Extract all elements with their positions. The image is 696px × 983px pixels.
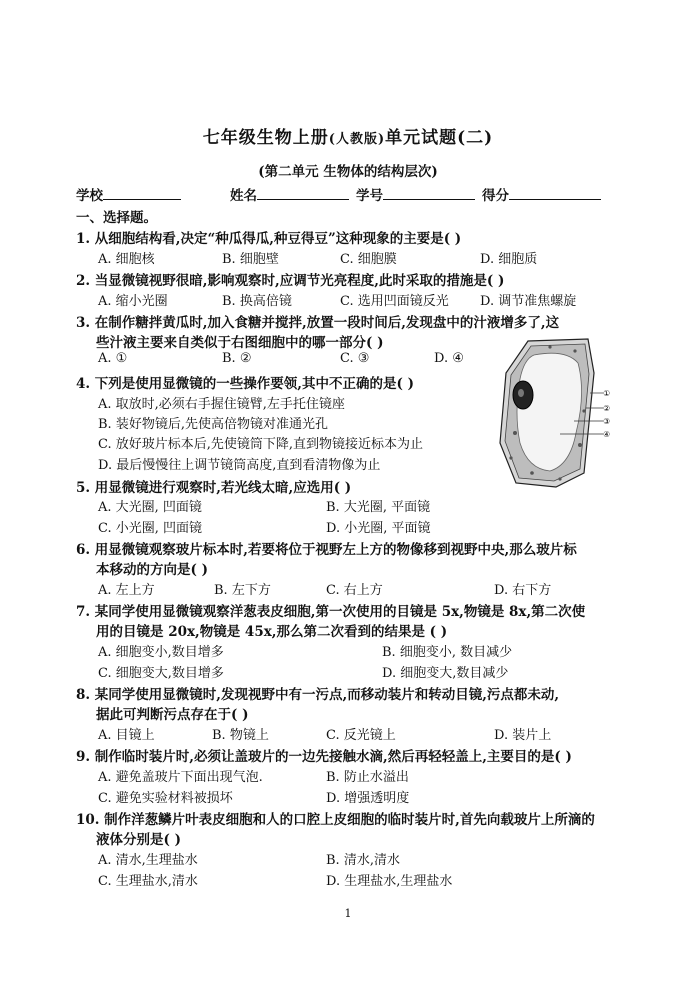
school-label: 学校 [76,188,103,204]
q8-option-d[interactable]: D. 装片上 [494,728,552,743]
q4-option-d[interactable]: D. 最后慢慢往上调节镜筒高度,直到看清物像为止 [98,458,381,473]
plant-cell-figure [490,333,620,493]
title-edition: (人教版) [328,132,386,147]
nucleolus [518,389,524,397]
figure-label-1: ① [603,389,611,398]
q2-option-c[interactable]: C. 选用凹面镜反光 [340,294,449,309]
score-label: 得分 [482,188,509,204]
question-6-line1: 6. 用显微镜观察玻片标本时,若要将位于视野左上方的物像移到视野中央,那么玻片标 [76,542,577,558]
q4-option-a[interactable]: A. 取放时,必须右手握住镜臂,左手托住镜座 [98,397,345,412]
number-blank[interactable] [383,187,475,200]
question-1: 1. 从细胞结构看,决定“种瓜得瓜,种豆得豆”这种现象的主要是( ) [76,231,462,247]
q8-option-b[interactable]: B. 物镜上 [212,728,269,743]
q10-option-a[interactable]: A. 清水,生理盐水 [98,853,198,868]
q2-option-b[interactable]: B. 换高倍镜 [222,294,292,309]
q5-option-b[interactable]: B. 大光圈, 平面镜 [326,500,431,515]
number-field[interactable] [356,184,475,204]
section-title: 一、选择题。 [76,210,157,226]
q3-option-d[interactable]: D. ④ [434,351,464,366]
q3-option-b[interactable]: B. ② [222,351,252,366]
q1-option-a[interactable]: A. 细胞核 [98,252,155,267]
q4-option-c[interactable]: C. 放好玻片标本后,先使镜筒下降,直到物镜接近标本为止 [98,437,424,452]
title-rest: 单元试题(二) [385,128,494,148]
score-blank[interactable] [509,187,601,200]
question-6-line2: 本移动的方向是( ) [96,562,208,578]
figure-label-3: ③ [603,417,611,426]
q5-option-a[interactable]: A. 大光圈, 凹面镜 [98,500,202,515]
q6-option-c[interactable]: C. 右上方 [326,583,383,598]
q6-option-d[interactable]: D. 右下方 [494,583,552,598]
number-label: 学号 [356,188,383,204]
q9-option-c[interactable]: C. 避免实验材料被损坏 [98,791,233,806]
name-field[interactable] [230,184,349,204]
q7-option-d[interactable]: D. 细胞变大,数目减少 [382,666,509,681]
q7-option-c[interactable]: C. 细胞变大,数目增多 [98,666,224,681]
question-3-line2: 些汁液主要来自类似于右图细胞中的哪一部分( ) [96,335,384,351]
q8-option-c[interactable]: C. 反光镜上 [326,728,396,743]
q1-option-c[interactable]: C. 细胞膜 [340,252,397,267]
q10-option-b[interactable]: B. 清水,清水 [326,853,400,868]
school-blank[interactable] [103,187,181,200]
q5-option-d[interactable]: D. 小光圈, 平面镜 [326,521,431,536]
name-blank[interactable] [257,187,349,200]
name-label: 姓名 [230,188,257,204]
question-4: 4. 下列是使用显微镜的一些操作要领,其中不正确的是( ) [76,376,414,392]
question-3-line1: 3. 在制作糖拌黄瓜时,加入食糖并搅拌,放置一段时间后,发现盘中的汁液增多了,这 [76,315,560,331]
q7-option-b[interactable]: B. 细胞变小, 数目减少 [382,645,513,660]
q1-option-d[interactable]: D. 细胞质 [480,252,538,267]
title-main: 七年级生物上册 [202,128,329,148]
q7-option-a[interactable]: A. 细胞变小,数目增多 [98,645,224,660]
q10-option-d[interactable]: D. 生理盐水,生理盐水 [326,874,453,889]
q2-option-a[interactable]: A. 缩小光圈 [98,294,168,309]
figure-label-4: ④ [603,430,611,439]
q4-option-b[interactable]: B. 装好物镜后,先使高倍物镜对准通光孔 [98,417,328,432]
score-field[interactable] [482,184,601,204]
question-9: 9. 制作临时装片时,必须让盖玻片的一边先接触水滴,然后再轻轻盖上,主要目的是( ) [76,749,572,765]
question-10-line2: 液体分别是( ) [96,832,181,848]
question-8-line1: 8. 某同学使用显微镜时,发现视野中有一污点,而移动装片和转动目镜,污点都未动, [76,687,560,703]
q6-option-a[interactable]: A. 左上方 [98,583,155,598]
q2-option-d[interactable]: D. 调节准焦螺旋 [480,294,577,309]
question-7-line1: 7. 某同学使用显微镜观察洋葱表皮细胞,第一次使用的目镜是 5x,物镜是 8x,第二次使 [76,604,586,620]
q8-option-a[interactable]: A. 目镜上 [98,728,155,743]
q3-option-c[interactable]: C. ③ [340,351,370,366]
question-2: 2. 当显微镜视野很暗,影响观察时,应调节光亮程度,此时采取的措施是( ) [76,273,505,289]
question-5: 5. 用显微镜进行观察时,若光线太暗,应选用( ) [76,480,352,496]
q3-option-a[interactable]: A. ① [98,351,128,366]
q6-option-b[interactable]: B. 左下方 [214,583,271,598]
q9-option-d[interactable]: D. 增强透明度 [326,791,410,806]
page-number: 1 [344,907,352,920]
q5-option-c[interactable]: C. 小光圈, 凹面镜 [98,521,203,536]
q1-option-b[interactable]: B. 细胞壁 [222,252,279,267]
page-subtitle: (第二单元 生物体的结构层次) [258,164,438,180]
question-8-line2: 据此可判断污点存在于( ) [96,707,249,723]
q9-option-a[interactable]: A. 避免盖玻片下面出现气泡. [98,770,263,785]
q10-option-c[interactable]: C. 生理盐水,清水 [98,874,198,889]
question-10-line1: 10. 制作洋葱鳞片叶表皮细胞和人的口腔上皮细胞的临时装片时,首先向载玻片上所滴的 [76,812,595,828]
question-7-line2: 用的目镜是 20x,物镜是 45x,那么第二次看到的结果是 ( ) [96,624,448,640]
page-title [0,123,696,148]
figure-label-2: ② [603,404,611,413]
school-field[interactable] [76,184,181,204]
q9-option-b[interactable]: B. 防止水溢出 [326,770,409,785]
